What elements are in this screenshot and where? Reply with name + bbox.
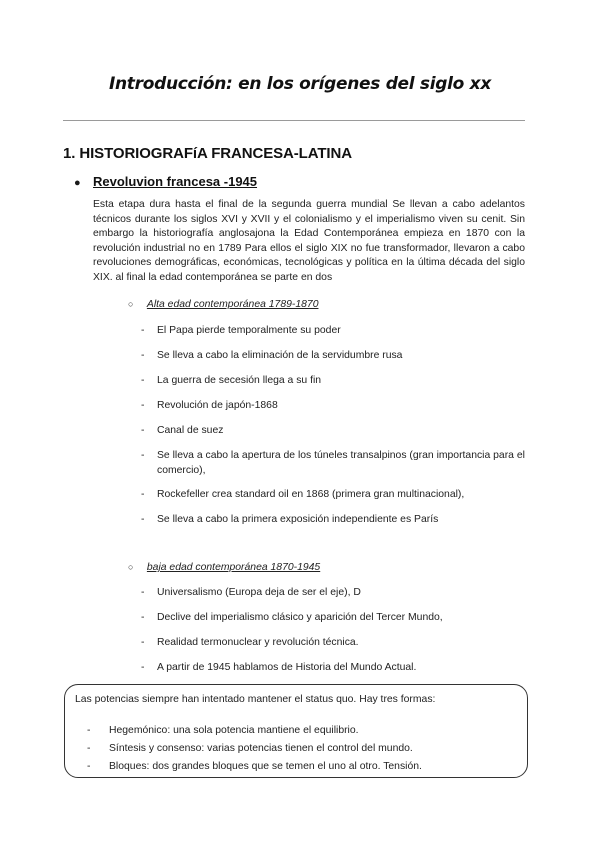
list-item: - La guerra de secesión llega a su fin bbox=[141, 374, 531, 389]
list-item: - Síntesis y consenso: varias potencias tienen el control del mundo. bbox=[87, 743, 413, 754]
bullet-icon: ● bbox=[74, 177, 81, 189]
circle-bullet-icon: ○ bbox=[128, 562, 134, 572]
period2-heading bbox=[128, 562, 320, 573]
dash-icon: - bbox=[141, 325, 145, 336]
list-item: - Bloques: dos grandes bloques que se temen el uno al otro. Tensión. bbox=[87, 761, 422, 772]
dash-icon: - bbox=[141, 514, 145, 525]
document-title: Introducción: en los orígenes del siglo xx bbox=[108, 74, 492, 94]
intro-paragraph: Esta etapa dura hasta el final de la segunda guerra mundial Se llevan a cabo adelantos técnicos durante los siglos XVI y XVII y el colonialismo y el imperialismo viven su cenit. Sin embargo la historiografía anglosajona la Edad Contemporánea empieza en 1870 con la revolución industrial no en 1789 Para ellos el siglo XIX no fue transformador, llevaron a cabo revoluciones demográficas, económicas, tecnológicas y política en la última década del siglo XIX. al final la edad contemporánea se parte en dos bbox=[93, 199, 525, 283]
title-divider bbox=[63, 120, 525, 121]
dash-icon: - bbox=[141, 350, 145, 361]
period1-heading bbox=[128, 299, 318, 310]
list-item: - Canal de suez bbox=[141, 424, 531, 439]
note-intro: Las potencias siempre han intentado mantener el status quo. Hay tres formas: bbox=[75, 694, 436, 705]
list-item: - Revolución de japón-1868 bbox=[141, 399, 531, 414]
circle-bullet-icon: ○ bbox=[128, 299, 134, 309]
list-item: - Se lleva a cabo la eliminación de la servidumbre rusa bbox=[141, 349, 531, 364]
dash-icon: - bbox=[141, 662, 145, 673]
period2-label: baja edad contemporánea 1870-1945 bbox=[146, 562, 321, 573]
list-item: - Universalismo (Europa deja de ser el eje), D bbox=[141, 586, 531, 601]
section-heading: 1. HISTORIOGRAFíA FRANCESA-LATINA bbox=[63, 145, 352, 162]
list-item: - A partir de 1945 hablamos de Historia del Mundo Actual. bbox=[141, 661, 531, 676]
dash-icon: - bbox=[141, 612, 145, 623]
list-item: - Declive del imperialismo clásico y aparición del Tercer Mundo, bbox=[141, 611, 531, 626]
dash-icon: - bbox=[87, 725, 91, 736]
dash-icon: - bbox=[141, 637, 145, 648]
period1-label: Alta edad contemporánea 1789-1870 bbox=[146, 299, 319, 310]
list-item: - El Papa pierde temporalmente su poder bbox=[141, 324, 531, 339]
dash-icon: - bbox=[141, 489, 145, 500]
dash-icon: - bbox=[141, 375, 145, 386]
list-item: - Rockefeller crea standard oil en 1868 (primera gran multinacional), bbox=[141, 488, 531, 503]
dash-icon: - bbox=[141, 450, 145, 461]
dash-icon: - bbox=[87, 761, 91, 772]
note-box bbox=[64, 684, 528, 778]
dash-icon: - bbox=[141, 425, 145, 436]
dash-icon: - bbox=[87, 743, 91, 754]
list-item: - Se lleva a cabo la apertura de los túneles transalpinos (gran importancia para el comercio), bbox=[141, 450, 525, 476]
list-item: - Realidad termonuclear y revolución técnica. bbox=[141, 636, 531, 651]
dash-icon: - bbox=[141, 400, 145, 411]
subsection-heading: Revoluvion francesa -1945 bbox=[93, 174, 258, 189]
list-item: - Se lleva a cabo la primera exposición independiente es París bbox=[141, 513, 531, 528]
list-item: - Hegemónico: una sola potencia mantiene el equilibrio. bbox=[87, 725, 359, 736]
dash-icon: - bbox=[141, 587, 145, 598]
